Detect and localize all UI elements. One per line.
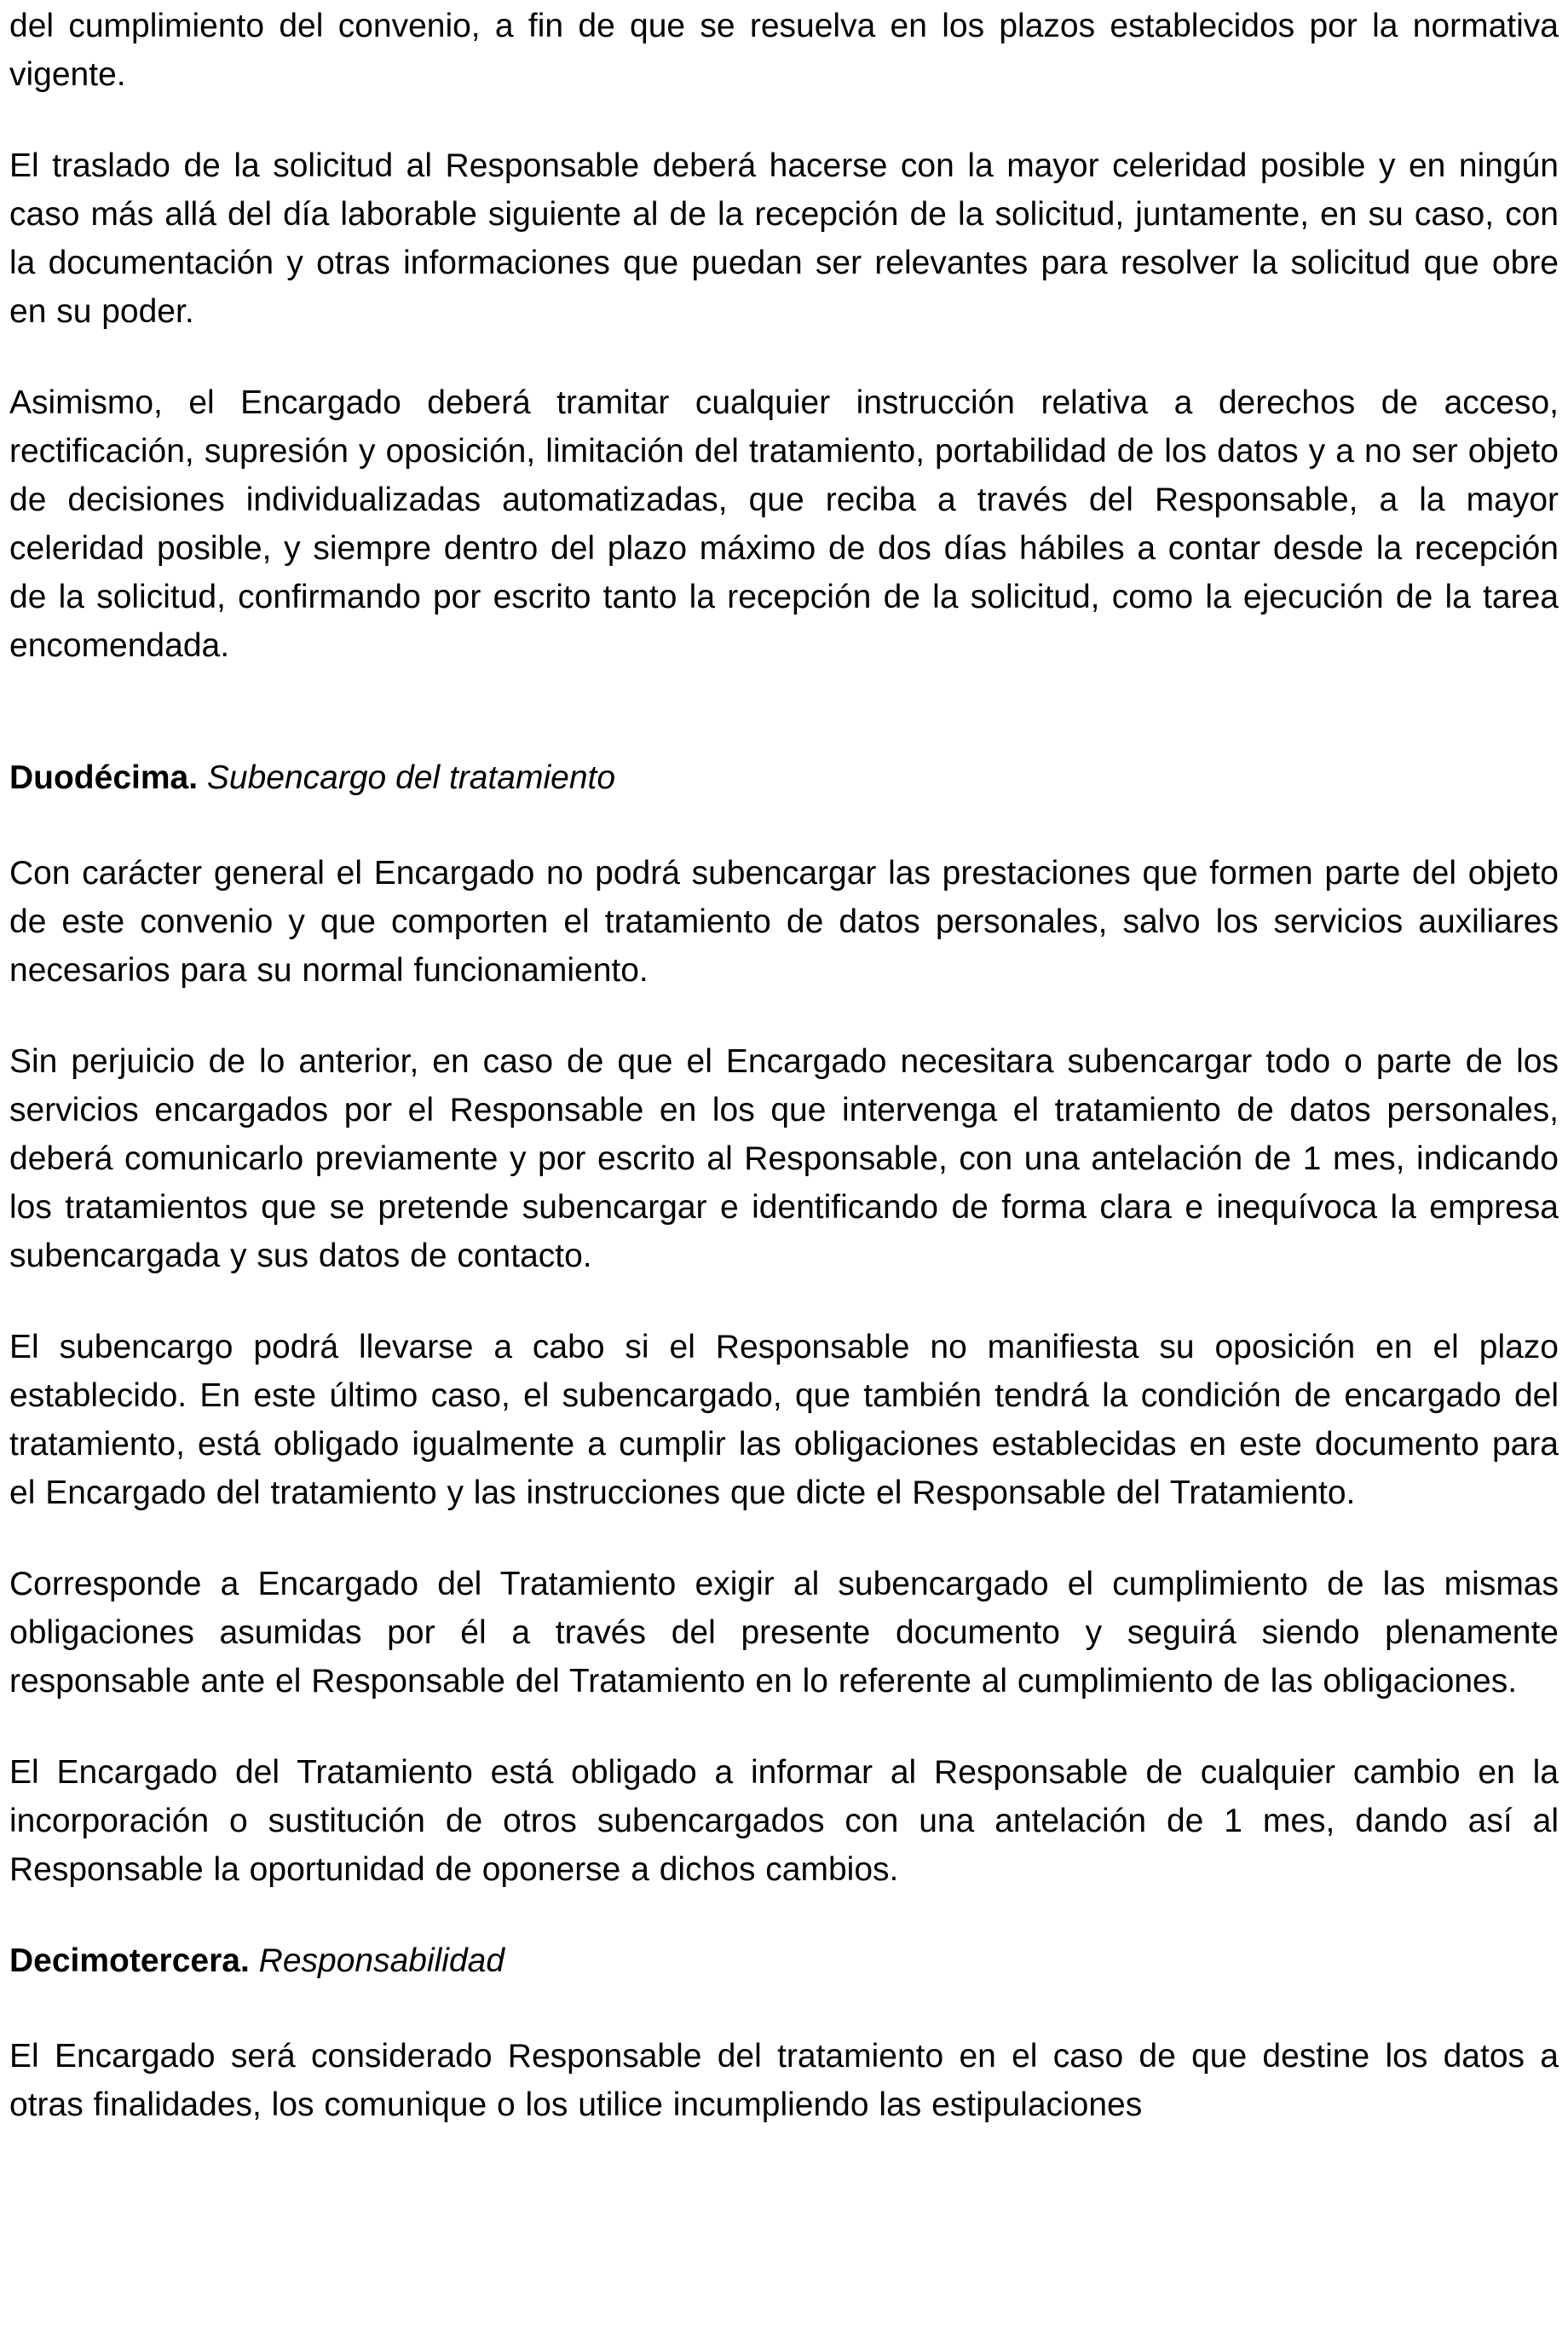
section-heading-title: Subencargo del tratamiento bbox=[206, 759, 616, 796]
paragraph: El Encargado será considerado Responsable del tratamiento en el caso de que destine los datos a otras finalidades, los comunique o los utilice incumpliendo las estipulaciones bbox=[9, 2038, 1559, 2123]
section-heading-number: Decimotercera. bbox=[9, 1942, 250, 1979]
section-heading-number: Duodécima. bbox=[9, 759, 199, 796]
paragraph: El subencargo podrá llevarse a cabo si el Responsable no manifiesta su oposición en el plazo establecido. En este último caso, el subencargado, que también tendrá la condición de encargado del tratamiento, está obligado igualmente a cumplir las obligaciones establecidas en este documento para el Encargado del tratamiento y las instrucciones que dicte el Responsable del Tratamiento. bbox=[9, 1329, 1559, 1511]
paragraph: Sin perjuicio de lo anterior, en caso de que el Encargado necesitara subencargar todo o parte de los servicios encargados por el Responsable en los que intervenga el tratamiento de datos personales, deberá comunicarlo previamente y por escrito al Responsable, con una antelación de 1 mes, indicando los tratamientos que se pretende subencargar e identificando de forma clara e inequívoca la empresa subencargada y sus datos de contacto. bbox=[9, 1043, 1559, 1274]
paragraph: del cumplimiento del convenio, a fin de que se resuelva en los plazos establecidos por la normativa vigente. bbox=[9, 8, 1559, 93]
paragraph: El traslado de la solicitud al Responsable deberá hacerse con la mayor celeridad posible y en ningún caso más allá del día laborable siguiente al de la recepción de la solicitud, juntamente, en su caso, con la documentación y otras informaciones que puedan ser relevantes para resolver la solicitud que obre en su poder. bbox=[9, 147, 1559, 330]
section-heading bbox=[9, 753, 1559, 802]
paragraph: Asimismo, el Encargado deberá tramitar cualquier instrucción relativa a derechos de acceso, rectificación, supresión y oposición, limitación del tratamiento, portabilidad de los datos y a no ser objeto de decisiones individualizadas automatizadas, que reciba a través del Responsable, a la mayor celeridad posible, y siempre dentro del plazo máximo de dos días hábiles a contar desde la recepción de la solicitud, confirmando por escrito tanto la recepción de la solicitud, como la ejecución de la tarea encomendada. bbox=[9, 384, 1559, 664]
paragraph: El Encargado del Tratamiento está obligado a informar al Responsable de cualquier cambio en la incorporación o sustitución de otros subencargados con una antelación de 1 mes, dando así al Responsable la oportunidad de oponerse a dichos cambios. bbox=[9, 1754, 1559, 1888]
paragraph: Con carácter general el Encargado no podrá subencargar las prestaciones que formen parte del objeto de este convenio y que comporten el tratamiento de datos personales, salvo los servicios auxiliares necesarios para su normal funcionamiento. bbox=[9, 855, 1559, 989]
paragraph: Corresponde a Encargado del Tratamiento exigir al subencargado el cumplimiento de las mismas obligaciones asumidas por él a través del presente documento y seguirá siendo plenamente responsable ante el Responsable del Tratamiento en lo referente al cumplimiento de las obligaciones. bbox=[9, 1566, 1559, 1700]
section-heading bbox=[9, 1936, 1559, 1985]
section-heading-title: Responsabilidad bbox=[258, 1942, 505, 1979]
